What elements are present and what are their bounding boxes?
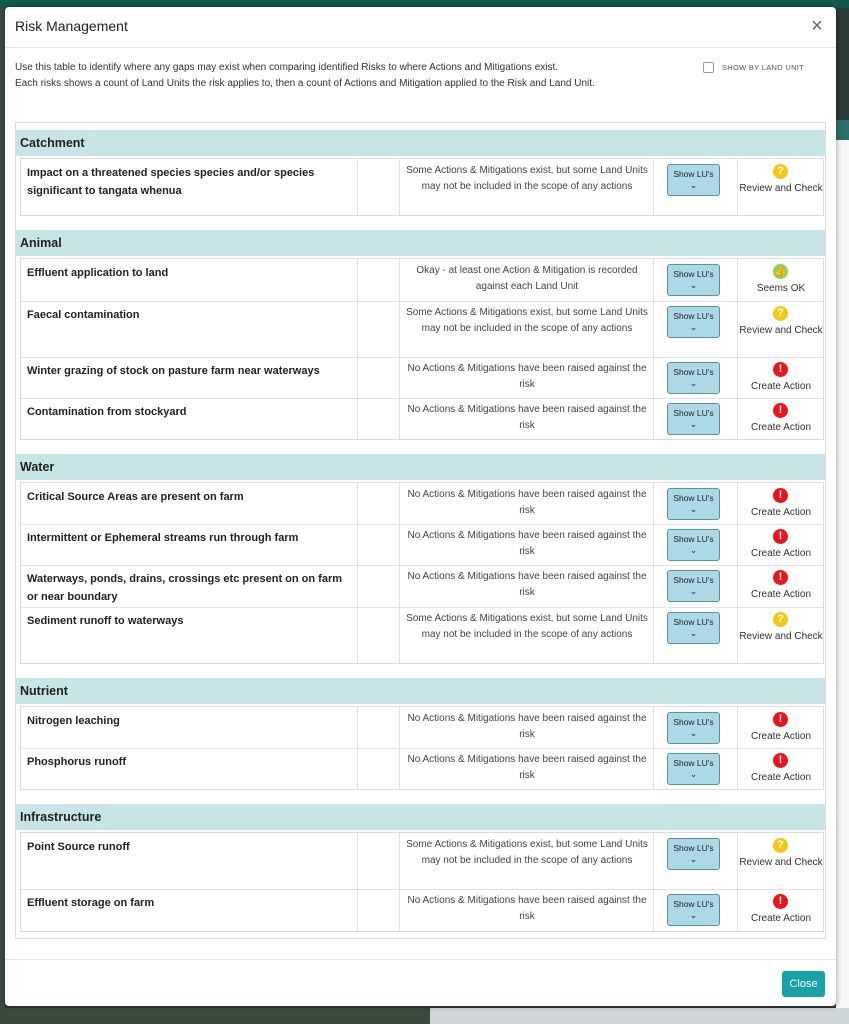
show-by-land-unit-label: SHOW BY LAND UNIT (722, 63, 805, 72)
table-row (21, 607, 823, 663)
result-cell[interactable] (737, 889, 824, 931)
risk-cell (21, 889, 357, 931)
status-text: Some Actions & Mitigations exist, but some Land Units may not be included in the scope of any actions (406, 839, 648, 866)
table-row (21, 259, 823, 302)
section-title: Nutrient (20, 684, 68, 698)
status-cell (399, 483, 654, 524)
chevron-down-icon: ⌄ (689, 280, 698, 290)
table-row (21, 301, 823, 358)
risk-cell (21, 301, 357, 357)
result-cell[interactable] (737, 159, 824, 215)
result-cell[interactable] (737, 833, 824, 889)
status-cell (399, 159, 654, 215)
modal-header (5, 7, 836, 48)
risk-cell (21, 159, 357, 215)
status-text: Okay - at least one Action & Mitigation is recorded against each Land Unit (416, 265, 638, 292)
count-cell (357, 398, 400, 439)
table-row (21, 889, 823, 931)
count-cell (357, 483, 400, 524)
result-label: Create Action (750, 422, 812, 433)
table-row (21, 483, 823, 525)
status-cell (399, 607, 654, 663)
status-cell (399, 707, 654, 748)
show-lu-label: Show LU's (673, 617, 714, 627)
intro-text (15, 60, 595, 92)
count-cell (357, 748, 400, 789)
status-text: Some Actions & Mitigations exist, but some Land Units may not be included in the scope of any actions (406, 613, 648, 640)
section-header (16, 678, 825, 704)
section-header (16, 130, 825, 156)
result-label: Create Action (750, 381, 812, 392)
section-rows (20, 482, 824, 664)
show-lu-cell (653, 889, 738, 931)
count-cell (357, 833, 400, 889)
status-text: Some Actions & Mitigations exist, but some Land Units may not be included in the scope of any actions (406, 307, 648, 334)
intro-line-1: Use this table to identify where any gaps may exist when comparing identified Risks to where Actions and Mitigations exist. (15, 62, 559, 73)
close-button[interactable]: Close (782, 971, 825, 997)
count-cell (357, 159, 400, 215)
chevron-down-icon: ⌄ (689, 378, 698, 388)
result-label: Create Action (750, 913, 812, 924)
show-lu-dropdown[interactable] (667, 403, 720, 435)
show-lu-cell (653, 483, 738, 524)
result-cell[interactable] (737, 483, 824, 524)
risk-name: Critical Source Areas are present on farm (27, 491, 244, 503)
status-text: No Actions & Mitigations have been raised against the risk (407, 895, 647, 922)
chevron-down-icon: ⌄ (689, 180, 698, 190)
table-row (21, 159, 823, 215)
section-title: Infrastructure (20, 810, 102, 824)
chevron-down-icon: ⌄ (689, 322, 698, 332)
exclamation-icon: ! (773, 529, 788, 544)
risk-name: Nitrogen leaching (27, 715, 120, 727)
count-cell (357, 357, 400, 398)
show-by-land-unit[interactable] (703, 62, 804, 73)
section-header (16, 230, 825, 256)
close-icon[interactable]: × (811, 15, 823, 37)
show-lu-dropdown[interactable] (667, 164, 720, 196)
table-row (21, 565, 823, 608)
question-icon: ? (773, 612, 788, 627)
status-cell (399, 833, 654, 889)
result-cell[interactable] (737, 524, 824, 565)
show-lu-dropdown[interactable] (667, 612, 720, 644)
show-by-land-unit-checkbox[interactable] (703, 62, 714, 73)
chevron-down-icon: ⌄ (689, 628, 698, 638)
show-lu-dropdown[interactable] (667, 264, 720, 296)
question-icon: ? (773, 306, 788, 321)
table-row (21, 398, 823, 439)
table-row (21, 833, 823, 890)
result-label: Review and Check (739, 857, 823, 868)
result-cell[interactable] (737, 707, 824, 748)
result-label: Review and Check (739, 183, 823, 194)
status-text: No Actions & Mitigations have been raised against the risk (407, 713, 647, 740)
risk-cell (21, 748, 357, 789)
background-bottom-light (430, 1008, 849, 1024)
count-cell (357, 259, 400, 301)
show-lu-dropdown[interactable] (667, 753, 720, 785)
count-cell (357, 707, 400, 748)
chevron-down-icon: ⌄ (689, 586, 698, 596)
result-cell[interactable] (737, 301, 824, 357)
section-rows (20, 158, 824, 216)
show-lu-label: Show LU's (673, 717, 714, 727)
show-lu-dropdown[interactable] (667, 529, 720, 561)
status-text: No Actions & Mitigations have been raised against the risk (407, 571, 647, 598)
question-icon: ? (773, 164, 788, 179)
section-title: Water (20, 460, 55, 474)
result-cell[interactable] (737, 607, 824, 663)
count-cell (357, 889, 400, 931)
show-lu-dropdown[interactable] (667, 838, 720, 870)
chevron-down-icon: ⌄ (689, 728, 698, 738)
section-header (16, 804, 825, 830)
risk-name: Intermittent or Ephemeral streams run through farm (27, 532, 299, 544)
show-lu-label: Show LU's (673, 575, 714, 585)
result-label: Create Action (750, 548, 812, 559)
result-label: Create Action (750, 772, 812, 783)
status-cell (399, 524, 654, 565)
show-lu-cell (653, 301, 738, 357)
show-lu-label: Show LU's (673, 367, 714, 377)
status-text: No Actions & Mitigations have been raised against the risk (407, 404, 647, 431)
table-row (21, 524, 823, 566)
risk-cell (21, 565, 357, 607)
section-title: Animal (20, 236, 62, 250)
status-text: No Actions & Mitigations have been raised against the risk (407, 530, 647, 557)
risk-cell (21, 524, 357, 565)
modal-title: Risk Management (15, 18, 128, 34)
show-lu-cell (653, 357, 738, 398)
table-row (21, 748, 823, 789)
show-lu-cell (653, 565, 738, 607)
risk-management-modal (5, 7, 836, 1006)
show-lu-cell (653, 398, 738, 439)
result-cell[interactable] (737, 565, 824, 607)
risk-name: Impact on a threatened species species and/or species significant to tangata whenua (27, 167, 315, 197)
risk-name: Phosphorus runoff (27, 756, 126, 768)
result-cell (737, 259, 824, 301)
risk-table (15, 122, 826, 939)
show-lu-dropdown[interactable] (667, 488, 720, 520)
show-lu-dropdown[interactable] (667, 894, 720, 926)
show-lu-label: Show LU's (673, 169, 714, 179)
thumbs-up-icon: 👍 (773, 264, 788, 279)
show-lu-cell (653, 607, 738, 663)
risk-name: Effluent application to land (27, 267, 169, 279)
show-lu-label: Show LU's (673, 899, 714, 909)
risk-name: Waterways, ponds, drains, crossings etc present on on farm or near boundary (27, 573, 343, 603)
status-text: No Actions & Mitigations have been raised against the risk (407, 363, 647, 390)
status-cell (399, 565, 654, 607)
chevron-down-icon: ⌄ (689, 769, 698, 779)
show-lu-cell (653, 748, 738, 789)
chevron-down-icon: ⌄ (689, 419, 698, 429)
status-cell (399, 301, 654, 357)
risk-name: Effluent storage on farm (27, 897, 155, 909)
status-text: Some Actions & Mitigations exist, but some Land Units may not be included in the scope of any actions (406, 165, 648, 192)
count-cell (357, 607, 400, 663)
exclamation-icon: ! (773, 488, 788, 503)
show-lu-label: Show LU's (673, 408, 714, 418)
show-lu-label: Show LU's (673, 493, 714, 503)
count-cell (357, 565, 400, 607)
show-lu-cell (653, 833, 738, 889)
result-label: Create Action (750, 731, 812, 742)
show-lu-label: Show LU's (673, 311, 714, 321)
exclamation-icon: ! (773, 894, 788, 909)
result-label: Review and Check (739, 325, 823, 336)
exclamation-icon: ! (773, 753, 788, 768)
show-lu-cell (653, 159, 738, 215)
count-cell (357, 524, 400, 565)
result-label: Create Action (750, 589, 812, 600)
intro-line-2: Each risks shows a count of Land Units the risk applies to, then a count of Actions and Mitigation applied to the Risk and Land Unit. (15, 78, 595, 89)
show-lu-cell (653, 524, 738, 565)
chevron-down-icon: ⌄ (689, 545, 698, 555)
show-lu-label: Show LU's (673, 843, 714, 853)
result-label: Seems OK (756, 283, 806, 294)
result-cell[interactable] (737, 398, 824, 439)
risk-cell (21, 833, 357, 889)
section-rows (20, 706, 824, 790)
risk-cell (21, 398, 357, 439)
show-lu-label: Show LU's (673, 758, 714, 768)
status-text: No Actions & Mitigations have been raised against the risk (407, 489, 647, 516)
show-lu-cell (653, 259, 738, 301)
risk-name: Winter grazing of stock on pasture farm near waterways (27, 365, 320, 377)
result-cell[interactable] (737, 748, 824, 789)
exclamation-icon: ! (773, 712, 788, 727)
exclamation-icon: ! (773, 403, 788, 418)
question-icon: ? (773, 838, 788, 853)
show-lu-cell (653, 707, 738, 748)
risk-cell (21, 607, 357, 663)
show-lu-dropdown[interactable] (667, 362, 720, 394)
chevron-down-icon: ⌄ (689, 854, 698, 864)
show-lu-dropdown[interactable] (667, 570, 720, 602)
risk-cell (21, 483, 357, 524)
section-rows (20, 258, 824, 440)
background-panel (836, 140, 849, 1010)
section-title: Catchment (20, 136, 85, 150)
status-cell (399, 398, 654, 439)
show-lu-dropdown[interactable] (667, 712, 720, 744)
result-label: Review and Check (739, 631, 823, 642)
exclamation-icon: ! (773, 570, 788, 585)
show-lu-dropdown[interactable] (667, 306, 720, 338)
risk-name: Faecal contamination (27, 309, 140, 321)
status-cell (399, 357, 654, 398)
section-header (16, 454, 825, 480)
background-strip (836, 120, 849, 140)
chevron-down-icon: ⌄ (689, 504, 698, 514)
table-row (21, 707, 823, 749)
risk-cell (21, 707, 357, 748)
show-lu-label: Show LU's (673, 534, 714, 544)
section-rows (20, 832, 824, 932)
risk-name: Contamination from stockyard (27, 406, 187, 418)
risk-name: Sediment runoff to waterways (27, 615, 184, 627)
status-cell (399, 259, 654, 301)
status-cell (399, 889, 654, 931)
modal-footer (5, 959, 836, 1007)
count-cell (357, 301, 400, 357)
result-label: Create Action (750, 507, 812, 518)
risk-cell (21, 357, 357, 398)
status-cell (399, 748, 654, 789)
chevron-down-icon: ⌄ (689, 910, 698, 920)
risk-cell (21, 259, 357, 301)
show-lu-label: Show LU's (673, 269, 714, 279)
result-cell[interactable] (737, 357, 824, 398)
table-row (21, 357, 823, 399)
risk-name: Point Source runoff (27, 841, 130, 853)
status-text: No Actions & Mitigations have been raised against the risk (407, 754, 647, 781)
exclamation-icon: ! (773, 362, 788, 377)
